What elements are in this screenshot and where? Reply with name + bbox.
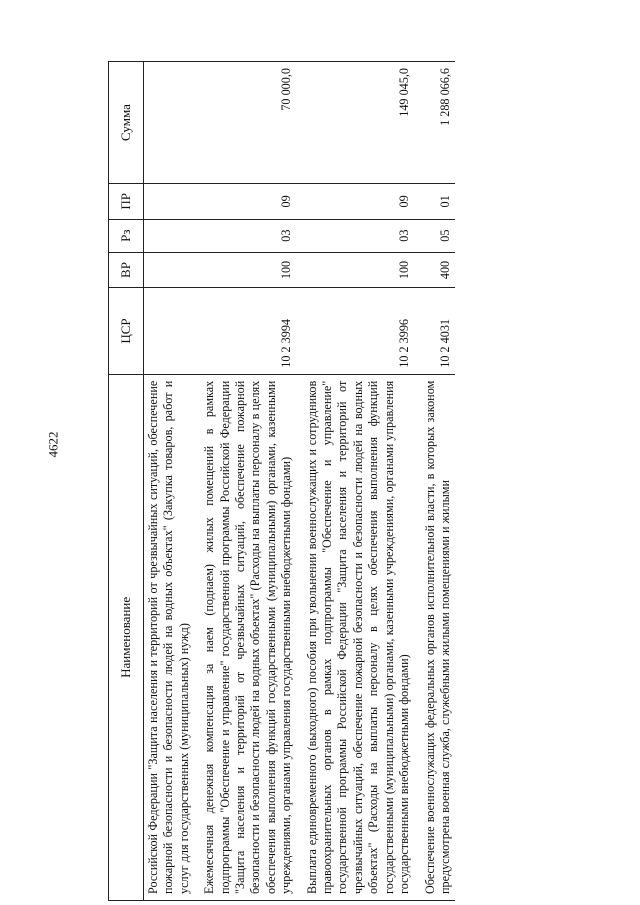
row-rz: 03 xyxy=(200,219,296,252)
header-sum: Сумма xyxy=(109,62,144,184)
row-pr: 01 xyxy=(421,184,456,220)
header-vr: ВР xyxy=(109,252,144,288)
row-csr: 10 2 4031 xyxy=(421,288,456,374)
row-vr: 400 xyxy=(421,252,456,288)
table-row xyxy=(144,62,195,901)
header-rz: Рз xyxy=(109,219,144,252)
row-sum: 1 288 066,6 xyxy=(421,62,456,184)
row-vr xyxy=(144,252,195,288)
row-sum xyxy=(144,62,195,184)
row-name: Российской Федерации "Защита населения и территорий от чрезвычайных ситуаций, обеспечение пожарной безопасности и безопасности людей на водных объектах" (Закупка товаров, работ и услуг для государственных (муниципальных) нужд) xyxy=(144,374,195,900)
page-number: 4622 xyxy=(45,431,61,458)
header-csr: ЦСР xyxy=(109,288,144,374)
row-pr xyxy=(144,184,195,220)
row-vr: 100 xyxy=(200,252,296,288)
row-name: Выплата единовременного (выходного) пособия при увольнении военнослужащих и сотрудников правоохранительных органов в рамках подпрограммы "Обеспечение и управление" государственной программы Российской Федерации "Защита населения и территорий от чрезвычайных ситуаций, обеспечение пожарной безопасности и безопасности людей на водных объектах" (Расходы на выплаты персоналу в целях обеспечения выполнения функций государственными (муниципальными) органами, казенными учреждениями, органами управления государственными внебюджетными фондами) xyxy=(303,374,415,900)
row-sum: 149 045,0 xyxy=(303,62,415,184)
row-pr: 09 xyxy=(303,184,415,220)
budget-table xyxy=(108,61,455,901)
header-pr: ПР xyxy=(109,184,144,220)
row-name: Обеспечение военнослужащих федеральных органов исполнительной власти, в которых законом предусмотрена военная служба, служебными жилыми помещениями и жилыми xyxy=(421,374,456,900)
row-rz xyxy=(144,219,195,252)
row-csr: 10 2 3994 xyxy=(200,288,296,374)
row-rz: 03 xyxy=(303,219,415,252)
rotated-page-content xyxy=(108,61,638,901)
row-pr: 09 xyxy=(200,184,296,220)
row-sum: 70 000,0 xyxy=(200,62,296,184)
row-vr: 100 xyxy=(303,252,415,288)
table-header xyxy=(109,62,144,901)
table-row xyxy=(421,62,456,901)
table-body xyxy=(144,62,456,901)
row-rz: 05 xyxy=(421,219,456,252)
header-name: Наименование xyxy=(109,374,144,900)
table-row xyxy=(200,62,296,901)
row-name: Ежемесячная денежная компенсация за наем (поднаем) жилых помещений в рамках подпрограммы "Обеспечение и управление" государственной программы Российской Федерации "Защита населения и территорий от чрезвычайных ситуаций, обеспечение пожарной безопасности и безопасности людей на водных объектах" (Расходы на выплаты персоналу в целях обеспечения выполнения функций государственными (муниципальными) органами, казенными учреждениями, органами управления государственными внебюджетными фондами) xyxy=(200,374,296,900)
row-csr: 10 2 3996 xyxy=(303,288,415,374)
row-csr xyxy=(144,288,195,374)
table-row xyxy=(303,62,415,901)
